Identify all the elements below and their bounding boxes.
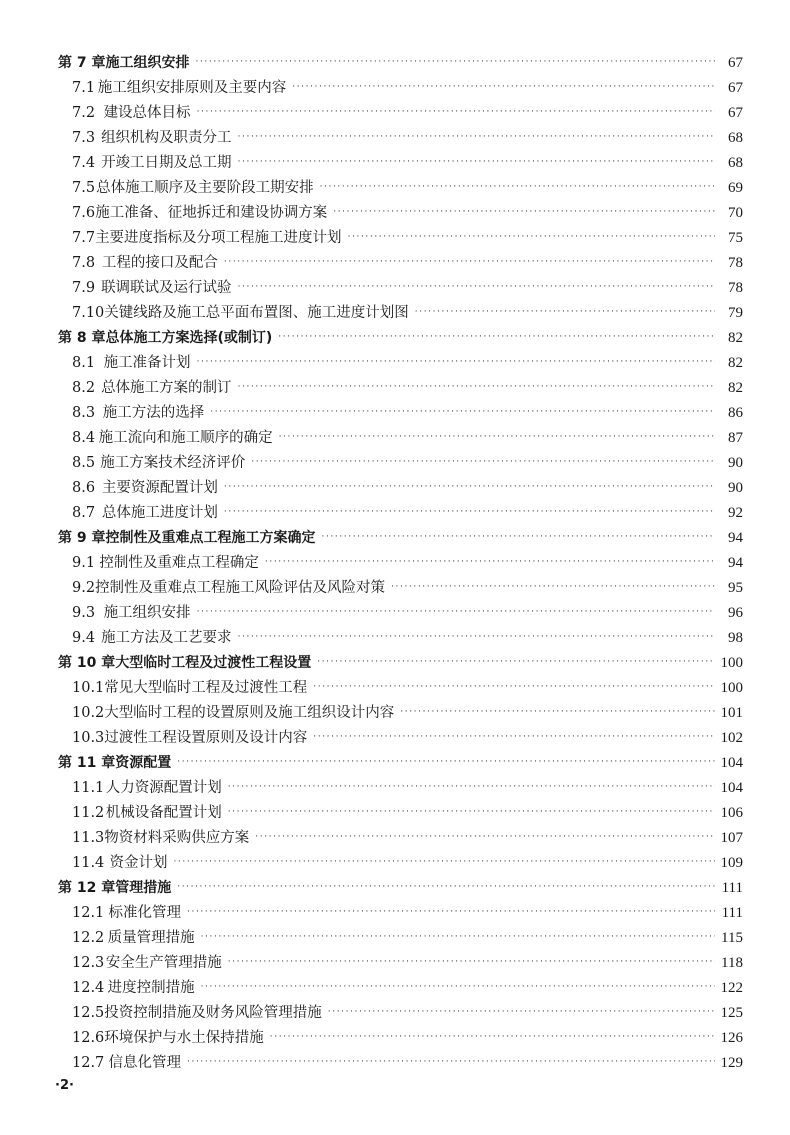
dot-leader: [210, 400, 715, 425]
entry-page-number: 102: [720, 730, 743, 746]
dot-leader: [270, 1025, 715, 1050]
dot-leader: [177, 750, 715, 775]
entry-number: 7.10: [72, 305, 105, 321]
entry-number: 第 12 章: [58, 880, 116, 896]
entry-title: 管理措施: [115, 880, 172, 896]
entry-number: 7.4: [72, 155, 96, 171]
entry-title: 总体施工方案选择(或制订): [105, 330, 273, 346]
entry-number: 9.3: [72, 605, 96, 621]
dot-leader: [228, 800, 715, 825]
entry-number: 第 8 章: [58, 330, 106, 346]
toc-section-entry[interactable]: [58, 851, 743, 876]
dot-leader: [238, 150, 715, 175]
toc-section-entry[interactable]: [58, 901, 743, 926]
toc-section-entry[interactable]: [58, 826, 743, 851]
entry-page-number: 78: [728, 280, 743, 296]
entry-title: 安全生产管理措施: [105, 955, 222, 971]
entry-number: 7.8: [72, 255, 96, 271]
dot-leader: [348, 225, 715, 250]
toc-section-entry[interactable]: [58, 676, 743, 701]
toc-section-entry[interactable]: [58, 501, 743, 526]
entry-page-number: 115: [721, 930, 743, 946]
entry-page-number: 104: [720, 755, 743, 771]
entry-title: 主要资源配置计划: [101, 480, 218, 496]
entry-page-number: 100: [720, 680, 743, 696]
dot-leader: [333, 200, 715, 225]
dot-leader: [313, 675, 715, 700]
entry-title: 组织机构及职责分工: [101, 130, 232, 146]
dot-leader: [391, 575, 715, 600]
entry-page-number: 86: [728, 405, 743, 421]
dot-leader: [320, 175, 715, 200]
entry-title: 总体施工方案的制订: [101, 380, 232, 396]
entry-page-number: 125: [720, 1005, 743, 1021]
entry-title: 控制性及重难点工程施工风险评估及风险对策: [95, 580, 386, 596]
entry-number: 9.1: [72, 555, 96, 571]
dot-leader: [238, 275, 715, 300]
entry-page-number: 95: [728, 580, 743, 596]
entry-page-number: 109: [720, 855, 743, 871]
entry-title: 控制性及重难点工程施工方案确定: [105, 530, 316, 546]
entry-page-number: 82: [728, 380, 743, 396]
entry-number: 8.1: [72, 355, 96, 371]
entry-title: 环境保护与水土保持措施: [104, 1030, 264, 1046]
dot-leader: [228, 775, 715, 800]
toc-section-entry[interactable]: [58, 451, 743, 476]
entry-title: 人力资源配置计划: [105, 780, 222, 796]
entry-number: 8.5: [72, 455, 96, 471]
entry-page-number: 126: [720, 1030, 743, 1046]
dot-leader: [278, 325, 715, 350]
toc-section-entry[interactable]: [58, 301, 743, 326]
entry-number: 9.2: [72, 580, 96, 596]
toc-section-entry[interactable]: [58, 626, 743, 651]
toc-section-entry[interactable]: [58, 1001, 743, 1026]
entry-number: 7.9: [72, 280, 96, 296]
dot-leader: [238, 625, 715, 650]
toc-chapter-entry[interactable]: [58, 751, 743, 776]
dot-leader: [197, 100, 715, 125]
entry-number: 7.7: [72, 230, 96, 246]
entry-title: 物资材料采购供应方案: [104, 830, 250, 846]
entry-page-number: 67: [728, 105, 743, 121]
toc-chapter-entry[interactable]: [58, 326, 743, 351]
toc-section-entry[interactable]: [58, 351, 743, 376]
toc-chapter-entry[interactable]: [58, 51, 743, 76]
dot-leader: [238, 375, 715, 400]
dot-leader: [187, 1050, 715, 1075]
entry-number: 12.2: [72, 930, 105, 946]
entry-title: 施工流向和施工顺序的确定: [98, 430, 273, 446]
dot-leader: [224, 250, 715, 275]
dot-leader: [415, 300, 715, 325]
entry-number: 第 7 章: [58, 55, 106, 71]
toc-section-entry[interactable]: [58, 801, 743, 826]
dot-leader: [400, 700, 715, 725]
dot-leader: [265, 550, 715, 575]
entry-number: 11.3: [72, 830, 105, 846]
toc-section-entry[interactable]: [58, 376, 743, 401]
entry-title: 施工方法及工艺要求: [101, 630, 232, 646]
entry-title: 关键线路及施工总平面布置图、施工进度计划图: [104, 305, 409, 321]
entry-title: 大型临时工程及过渡性工程设置: [115, 655, 312, 671]
entry-page-number: 111: [721, 905, 743, 921]
entry-page-number: 82: [728, 330, 743, 346]
dot-leader: [251, 450, 715, 475]
entry-title: 资源配置: [115, 755, 172, 771]
toc-section-entry[interactable]: [58, 176, 743, 201]
entry-number: 8.6: [72, 480, 96, 496]
entry-page-number: 104: [720, 780, 743, 796]
entry-number: 第 9 章: [58, 530, 106, 546]
entry-number: 8.4: [72, 430, 96, 446]
toc-section-entry[interactable]: [58, 1026, 743, 1051]
toc-section-entry[interactable]: [58, 926, 743, 951]
entry-page-number: 68: [728, 130, 743, 146]
dot-leader: [228, 950, 715, 975]
dot-leader: [197, 600, 715, 625]
entry-title: 总体施工进度计划: [101, 505, 218, 521]
toc-chapter-entry[interactable]: [58, 526, 743, 551]
toc-section-entry[interactable]: [58, 251, 743, 276]
entry-title: 施工准备计划: [103, 355, 191, 371]
entry-page-number: 78: [728, 255, 743, 271]
entry-page-number: 70: [728, 205, 743, 221]
entry-number: 8.2: [72, 380, 96, 396]
toc-chapter-entry[interactable]: [58, 651, 743, 676]
dot-leader: [279, 425, 715, 450]
toc-section-entry[interactable]: [58, 126, 743, 151]
toc-section-entry[interactable]: [58, 776, 743, 801]
toc-section-entry[interactable]: [58, 576, 743, 601]
dot-leader: [197, 350, 715, 375]
entry-number: 10.3: [72, 730, 105, 746]
entry-number: 12.3: [72, 955, 105, 971]
entry-number: 11.4: [72, 855, 105, 871]
entry-page-number: 107: [720, 830, 743, 846]
entry-title: 资金计划: [109, 855, 168, 871]
entry-number: 12.1: [72, 905, 105, 921]
toc-section-entry[interactable]: [58, 976, 743, 1001]
page-number: ·2·: [55, 1078, 74, 1093]
entry-page-number: 92: [728, 505, 743, 521]
entry-page-number: 67: [728, 80, 743, 96]
entry-page-number: 118: [721, 955, 743, 971]
entry-page-number: 69: [728, 180, 743, 196]
entry-title: 常见大型临时工程及过渡性工程: [104, 680, 308, 696]
entry-number: 10.1: [72, 680, 105, 696]
entry-page-number: 106: [720, 805, 743, 821]
entry-title: 工程的接口及配合: [101, 255, 218, 271]
entry-title: 信息化管理: [108, 1055, 182, 1071]
entry-title: 开竣工日期及总工期: [101, 155, 232, 171]
entry-title: 施工方法的选择: [102, 405, 205, 421]
dot-leader: [292, 75, 715, 100]
toc-section-entry[interactable]: [58, 726, 743, 751]
entry-page-number: 87: [728, 430, 743, 446]
entry-number: 12.6: [72, 1030, 105, 1046]
entry-title: 联调联试及运行试验: [101, 280, 232, 296]
entry-title: 施工准备、征地拆迁和建设协调方案: [95, 205, 328, 221]
entry-number: 12.4: [72, 980, 105, 996]
entry-page-number: 98: [728, 630, 743, 646]
entry-page-number: 75: [728, 230, 743, 246]
dot-leader: [201, 975, 715, 1000]
dot-leader: [238, 125, 715, 150]
dot-leader: [328, 1000, 715, 1025]
entry-page-number: 100: [720, 655, 743, 671]
entry-page-number: 94: [728, 530, 743, 546]
dot-leader: [313, 725, 715, 750]
toc-section-entry[interactable]: [58, 76, 743, 101]
entry-number: 7.5: [72, 180, 96, 196]
entry-page-number: 101: [720, 705, 743, 721]
toc-section-entry[interactable]: [58, 476, 743, 501]
entry-title: 质量管理措施: [107, 930, 195, 946]
entry-title: 机械设备配置计划: [105, 805, 222, 821]
dot-leader: [187, 900, 715, 925]
entry-number: 第 10 章: [58, 655, 116, 671]
entry-number: 12.7: [72, 1055, 105, 1071]
toc-section-entry[interactable]: [58, 401, 743, 426]
entry-title: 进度控制措施: [107, 980, 195, 996]
toc-section-entry[interactable]: [58, 151, 743, 176]
entry-page-number: 94: [728, 555, 743, 571]
toc-section-entry[interactable]: [58, 226, 743, 251]
toc-section-entry[interactable]: [58, 701, 743, 726]
entry-page-number: 122: [720, 980, 743, 996]
entry-title: 控制性及重难点工程确定: [99, 555, 259, 571]
dot-leader: [224, 475, 715, 500]
entry-title: 投资控制措施及财务风险管理措施: [104, 1005, 322, 1021]
toc-section-entry[interactable]: [58, 1051, 743, 1076]
entry-title: 总体施工顺序及主要阶段工期安排: [96, 180, 314, 196]
entry-page-number: 82: [728, 355, 743, 371]
entry-page-number: 68: [728, 155, 743, 171]
entry-number: 11.2: [72, 805, 105, 821]
entry-title: 施工方案技术经济评价: [100, 455, 246, 471]
dot-leader: [317, 650, 715, 675]
toc-section-entry[interactable]: [58, 426, 743, 451]
entry-number: 12.5: [72, 1005, 105, 1021]
entry-title: 过渡性工程设置原则及设计内容: [104, 730, 308, 746]
entry-title: 施工组织安排原则及主要内容: [97, 80, 287, 96]
entry-number: 10.2: [72, 705, 105, 721]
entry-number: 7.3: [72, 130, 96, 146]
toc-section-entry[interactable]: [58, 601, 743, 626]
entry-number: 7.2: [72, 105, 96, 121]
entry-number: 11.1: [72, 780, 105, 796]
dot-leader: [196, 50, 716, 75]
entry-page-number: 79: [728, 305, 743, 321]
table-of-contents: [58, 51, 743, 1076]
entry-page-number: 111: [721, 880, 743, 896]
entry-page-number: 96: [728, 605, 743, 621]
toc-section-entry[interactable]: [58, 951, 743, 976]
toc-section-entry[interactable]: [58, 276, 743, 301]
toc-section-entry[interactable]: [58, 551, 743, 576]
toc-section-entry[interactable]: [58, 101, 743, 126]
dot-leader: [224, 500, 715, 525]
entry-title: 施工组织安排: [103, 605, 191, 621]
toc-section-entry[interactable]: [58, 201, 743, 226]
entry-number: 7.1: [72, 80, 96, 96]
dot-leader: [177, 875, 715, 900]
dot-leader: [173, 850, 715, 875]
entry-title: 大型临时工程的设置原则及施工组织设计内容: [104, 705, 395, 721]
entry-page-number: 67: [728, 55, 743, 71]
toc-chapter-entry[interactable]: [58, 876, 743, 901]
entry-number: 9.4: [72, 630, 96, 646]
entry-title: 建设总体目标: [103, 105, 191, 121]
entry-number: 8.7: [72, 505, 96, 521]
entry-number: 7.6: [72, 205, 96, 221]
entry-title: 施工组织安排: [105, 55, 190, 71]
entry-title: 标准化管理: [108, 905, 182, 921]
entry-page-number: 129: [720, 1055, 743, 1071]
entry-page-number: 90: [728, 455, 743, 471]
entry-page-number: 90: [728, 480, 743, 496]
dot-leader: [255, 825, 715, 850]
entry-title: 主要进度指标及分项工程施工进度计划: [95, 230, 342, 246]
entry-number: 第 11 章: [58, 755, 116, 771]
dot-leader: [201, 925, 715, 950]
entry-number: 8.3: [72, 405, 96, 421]
dot-leader: [322, 525, 716, 550]
